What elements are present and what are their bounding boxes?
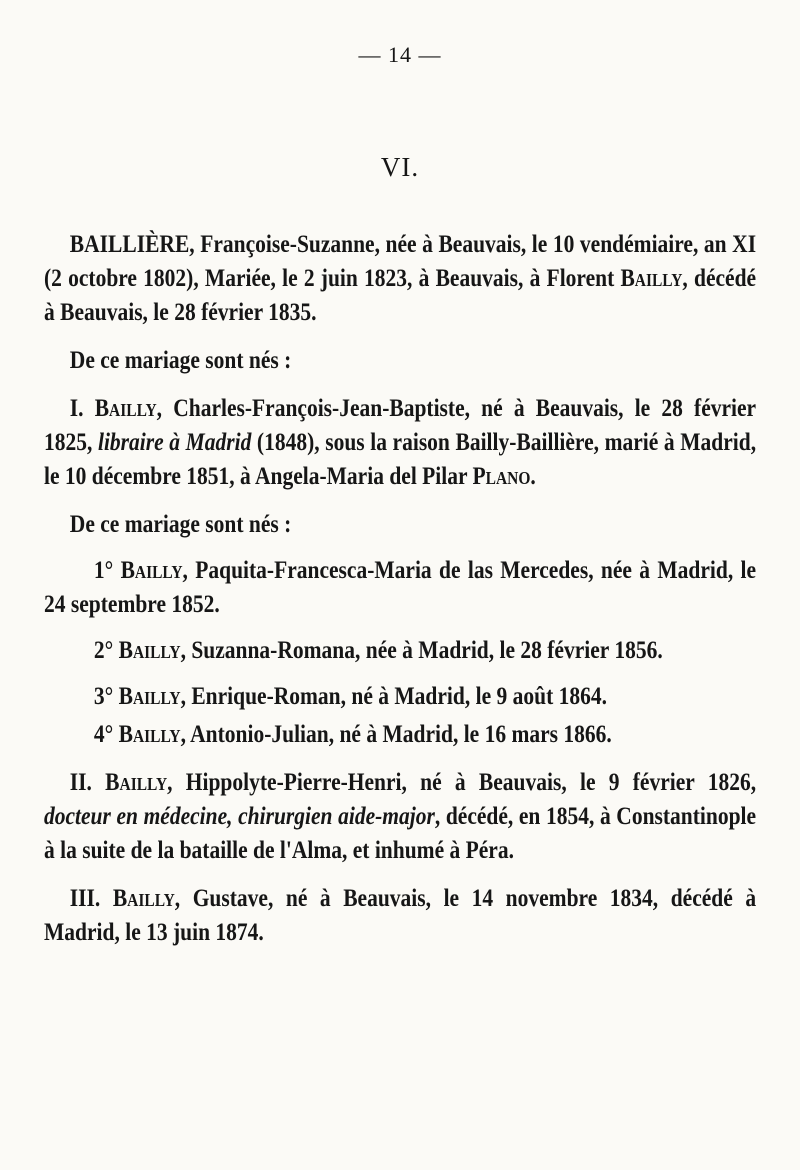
paragraph-text: De ce mariage sont nés : bbox=[69, 511, 292, 538]
paragraph-text: (1848), sous la raison Bailly-Baillière, marié à Madrid, le 10 décembre 1851, à Angela-Maria del Pilar bbox=[44, 429, 757, 490]
paragraph-text: , décédé, en 1854, à Constantinople à la suite de la bataille de l'Alma, et inhumé à Péra. bbox=[44, 803, 757, 864]
occupation: libraire à Madrid bbox=[97, 429, 252, 456]
person-name-lead: BAILLIÈRE, Françoise-Suzanne, bbox=[69, 231, 380, 258]
document-body bbox=[44, 228, 756, 950]
surname: Bailly bbox=[120, 557, 183, 584]
entry-number: II. bbox=[69, 769, 106, 796]
paragraph-text: , Enrique-Roman, né à Madrid, le 9 août 1864. bbox=[180, 683, 608, 710]
paragraph-baillere bbox=[44, 228, 756, 330]
occupation: docteur en médecine, chirurgien aide-major bbox=[44, 803, 435, 830]
paragraph-children-intro bbox=[44, 344, 756, 378]
paragraph-text: , décédé à Beauvais, le 28 février 1835. bbox=[44, 265, 757, 326]
surname: Bailly bbox=[620, 265, 683, 292]
paragraph-text: , Paquita-Francesca-Maria de las Mercedes, née à Madrid, le 24 septembre 1852. bbox=[44, 557, 757, 618]
paragraph-grandchild-1 bbox=[44, 554, 756, 622]
entry-number: 4° bbox=[93, 721, 119, 748]
paragraph-grandchild-3 bbox=[44, 680, 756, 714]
paragraph-text: , Hippolyte-Pierre-Henri, né à Beauvais, le 9 février 1826, bbox=[167, 769, 757, 796]
paragraph-child-1 bbox=[44, 392, 756, 494]
paragraph-text: , Suzanna-Romana, née à Madrid, le 28 février 1856. bbox=[180, 637, 663, 664]
surname: Bailly bbox=[118, 637, 181, 664]
surname: Bailly bbox=[118, 721, 181, 748]
entry-number: 1° bbox=[93, 557, 121, 584]
paragraph-child-2 bbox=[44, 766, 756, 868]
paragraph-grandchild-2 bbox=[44, 634, 756, 668]
entry-number: III. bbox=[69, 885, 113, 912]
paragraph-text: née à Beauvais, le 10 vendémiaire, an XI (2 octobre 1802), Mariée, le 2 juin 1823, à Beauvais, à Florent bbox=[44, 231, 757, 292]
paragraph-text: , Antonio-Julian, né à Madrid, le 16 mars 1866. bbox=[180, 721, 612, 748]
surname: Plano bbox=[472, 463, 531, 490]
paragraph-text: De ce mariage sont nés : bbox=[69, 347, 292, 374]
paragraph-children-intro-2 bbox=[44, 508, 756, 542]
entry-number: 3° bbox=[93, 683, 119, 710]
entry-number: 2° bbox=[93, 637, 119, 664]
paragraph-text: . bbox=[530, 463, 536, 490]
surname: Bailly bbox=[112, 885, 175, 912]
section-title: VI. bbox=[380, 152, 420, 182]
surname: Bailly bbox=[94, 395, 157, 422]
paragraph-grandchild-4 bbox=[44, 718, 756, 752]
paragraph-child-3 bbox=[44, 882, 756, 950]
entry-number: I. bbox=[69, 395, 95, 422]
surname: Bailly bbox=[105, 769, 168, 796]
paragraph-text: , Gustave, né à Beauvais, le 14 novembre 1834, décédé à Madrid, le 13 juin 1874. bbox=[44, 885, 757, 946]
page-number: — 14 — bbox=[358, 42, 442, 67]
paragraph-text: , Charles-François-Jean-Baptiste, né à Beauvais, le 28 février 1825, bbox=[44, 395, 757, 456]
surname: Bailly bbox=[118, 683, 181, 710]
